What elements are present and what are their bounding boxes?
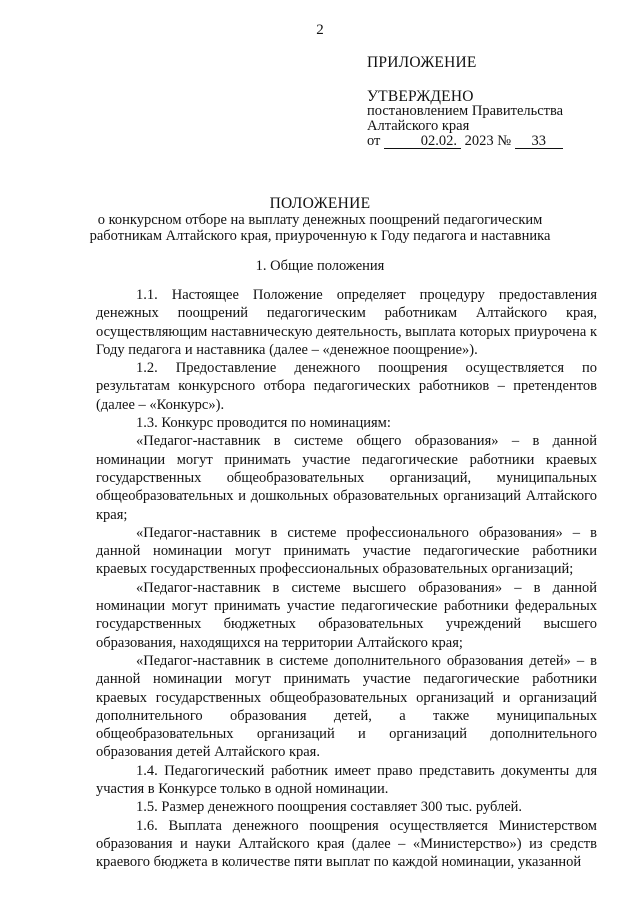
nomination-general-education: «Педагог-наставник в системе общего образования» – в данной номинации могут принимать участие педагогические работники краевых государственных общеобразовательных организаций, муниципальных общеобразовательных и дошкольных образовательных организаций Алтайского края; <box>96 433 597 523</box>
approval-date-line <box>367 134 563 149</box>
approved-by-line-1: постановлением Правительства <box>367 103 564 119</box>
document-title: ПОЛОЖЕНИЕ <box>269 195 371 212</box>
approval-block <box>367 55 563 149</box>
document-subtitle-line-2: работникам Алтайского края, приуроченную к Году педагога и наставника <box>89 228 551 244</box>
document-subtitle-line-1: о конкурсном отборе на выплату денежных поощрений педагогическим <box>97 212 543 228</box>
paragraph-1-1: 1.1. Настоящее Положение определяет процедуру предоставления денежных поощрений педагогическим работникам Алтайского края, осуществляющим наставническую деятельность, выплата которых приурочена к Году педагога и наставника (далее – «денежное поощрение»). <box>96 287 597 358</box>
paragraph-1-3: 1.3. Конкурс проводится по номинациям: <box>136 415 391 432</box>
paragraph-1-5: 1.5. Размер денежного поощрения составляет 300 тыс. рублей. <box>136 799 523 816</box>
page-number: 2 <box>316 22 324 38</box>
document-number: 33 <box>515 134 563 149</box>
appendix-label: ПРИЛОЖЕНИЕ <box>367 54 477 71</box>
paragraph-1-6: 1.6. Выплата денежного поощрения осуществляется Министерством образования и науки Алтайского края (далее – «Министерство») из средств краевого бюджета в количестве пяти выплат по каждой номинации, указанной <box>96 817 597 871</box>
document-body <box>96 286 597 872</box>
document-title-block <box>0 196 640 244</box>
approved-label: УТВЕРЖДЕНО <box>367 88 474 105</box>
nomination-additional-education: «Педагог-наставник в системе дополнительного образования детей» – в данной номинации могут принимать участие педагогические работники краевых государственных общеобразовательных организаций и организаций дополнительного образования детей, а также муниципальных общеобразовательных организаций и организаций дополнительного образования детей Алтайского края. <box>96 652 597 761</box>
paragraph-1-2: 1.2. Предоставление денежного поощрения осуществляется по результатам конкурсного отбора педагогических работников – претендентов (далее – «Конкурс»). <box>96 360 597 413</box>
nomination-higher-education: «Педагог-наставник в системе высшего образования» – в данной номинации могут принимать участие педагогические работники федеральных государственных бюджетных образовательных учреждений высшего образования, находящихся на территории Алтайского края; <box>96 579 597 651</box>
year-label: 2023 № <box>464 133 512 149</box>
nomination-professional-education: «Педагог-наставник в системе профессионального образования» – в данной номинации могут принимать участие педагогические работники краевых государственных профессиональных образовательных организаций; <box>96 524 597 578</box>
approved-by-line-2: Алтайского края <box>367 118 470 134</box>
date-value: 02.02. <box>384 134 461 149</box>
section-title: 1. Общие положения <box>255 258 385 274</box>
date-prefix: от <box>367 133 381 149</box>
paragraph-1-4: 1.4. Педагогический работник имеет право представить документы для участия в Конкурсе только в одной номинации. <box>96 762 597 798</box>
